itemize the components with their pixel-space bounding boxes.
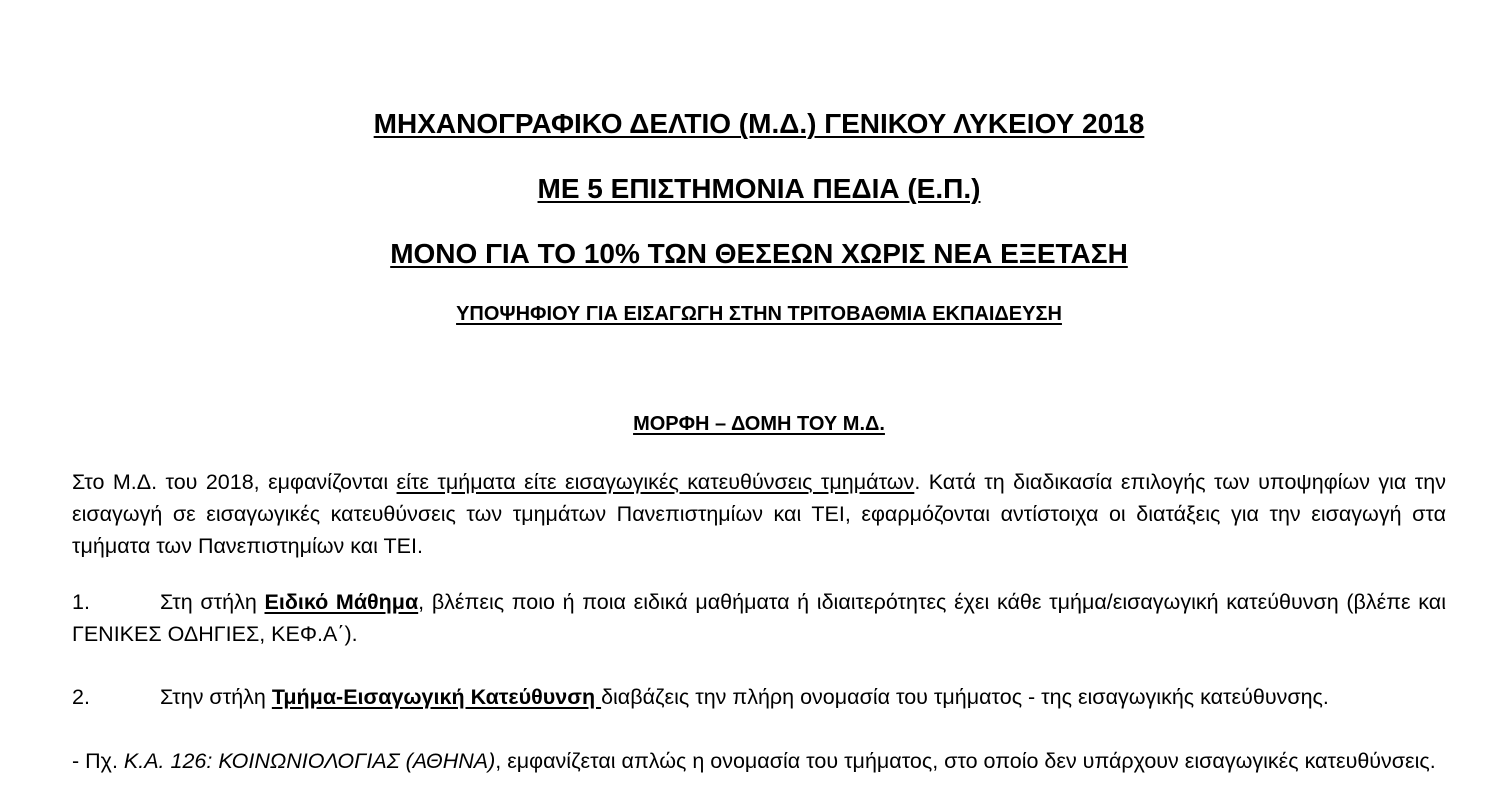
- example-department: Κ.Α. 126: ΚΟΙΝΩΝΙΟΛΟΓΙΑΣ (ΑΘΗΝΑ): [123, 749, 496, 773]
- document-title: ΜΗΧΑΝΟΓΡΑΦΙΚΟ ΔΕΛΤΙΟ (Μ.Δ.) ΓΕΝΙΚΟΥ ΛΥΚΕΙΟΥ 2018: [373, 108, 1145, 139]
- document-subtitle-quota: ΜΟΝΟ ΓΙΑ ΤΟ 10% ΤΩΝ ΘΕΣΕΩΝ ΧΩΡΙΣ ΝΕΑ ΕΞΕΤΑΣΗ: [390, 238, 1128, 269]
- intro-text-end: . Κατά τη διαδικασία επιλογής των υποψηφίων για την εισαγωγή σε εισαγωγικές κατευθύνσεις των τμημάτων Πανεπιστημίων και ΤΕΙ, εφαρμόζονται αντίστοιχα οι διατάξεις για την εισαγωγή στα τμήματα των Πανεπιστημίων και ΤΕΙ.: [72, 470, 1446, 558]
- example-prefix: - Πχ.: [72, 749, 124, 773]
- intro-text-start: Στο Μ.Δ. του 2018, εμφανίζονται: [72, 470, 397, 494]
- list-item-2-text-start: Στην στήλη: [160, 685, 272, 709]
- intro-underlined-text: είτε τμήματα είτε εισαγωγικές κατευθύνσεις τμημάτων: [396, 470, 915, 494]
- section-heading: ΜΟΡΦΗ – ΔΟΜΗ ΤΟΥ Μ.Δ.: [633, 413, 885, 435]
- list-item-1-bold-term: Ειδικό Μάθημα: [264, 590, 419, 614]
- list-item-1-number: 1.: [72, 590, 90, 614]
- list-item-1: [72, 586, 1446, 650]
- example-text-end: , εμφανίζεται απλώς η ονομασία του τμήματος, στο οποίο δεν υπάρχουν εισαγωγικές κατευθύνσεις.: [495, 749, 1436, 773]
- document-subtitle-fields: ΜΕ 5 ΕΠΙΣΤΗΜΟΝΙΑ ΠΕΔΙΑ (Ε.Π.): [537, 173, 981, 204]
- list-item-1-text-start: Στη στήλη: [160, 590, 265, 614]
- list-item-2-text-end: διαβάζεις την πλήρη ονομασία του τμήματος - της εισαγωγικής κατεύθυνσης.: [601, 685, 1329, 709]
- list-item-2-bold-term: Τμήμα-Εισαγωγική Κατεύθυνση: [271, 685, 602, 709]
- example-paragraph: [72, 745, 1446, 777]
- list-item-2: [72, 681, 1446, 713]
- document-subtitle-candidate: ΥΠΟΨΗΦΙΟΥ ΓΙΑ ΕΙΣΑΓΩΓΗ ΣΤΗΝ ΤΡΙΤΟΒΑΘΜΙΑ ΕΚΠΑΙΔΕΥΣΗ: [456, 303, 1062, 325]
- list-item-1-text-end: , βλέπεις ποιο ή ποια ειδικά μαθήματα ή ιδιαιτερότητες έχει κάθε τμήμα/εισαγωγική κατεύθυνση (βλέπε και ΓΕΝΙΚΕΣ ΟΔΗΓΙΕΣ, ΚΕΦ.Α΄).: [72, 590, 1446, 646]
- intro-paragraph: [72, 466, 1446, 562]
- list-item-2-number: 2.: [72, 685, 90, 709]
